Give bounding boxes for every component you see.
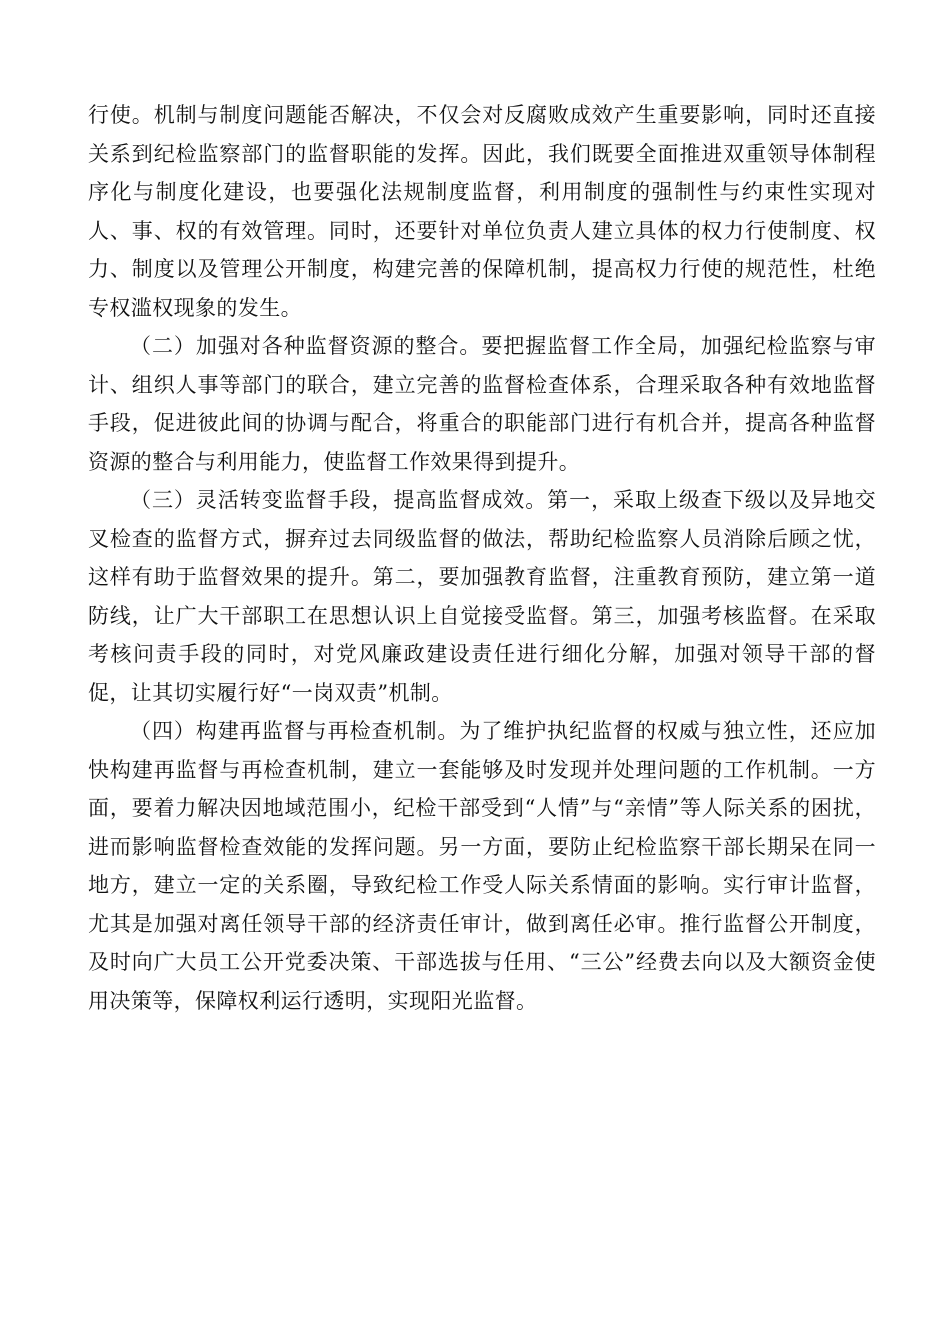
paragraph-section-4: （四）构建再监督与再检查机制。为了维护执纪监督的权威与独立性，还应加快构建再监督与再检查机制，建立一套能够及时发现并处理问题的工作机制。一方面，要着力解决因地域范围小，纪检干部受到“人情”与“亲情”等人际关系的困扰，进而影响监督检查效能的发挥问题。另一方面，要防止纪检监察干部长期呆在同一地方，建立一定的关系圈，导致纪检工作受人际关系情面的影响。实行审计监督，尤其是加强对离任领导干部的经济责任审计，做到离任必审。推行监督公开制度，及时向广大员工公开党委决策、干部选拔与任用、“三公”经费去向以及大额资金使用决策等，保障权利运行透明，实现阳光监督。 [88,719,876,1013]
paragraph-section-2: （二）加强对各种监督资源的整合。要把握监督工作全局，加强纪检监察与审计、组织人事等部门的联合，建立完善的监督检查体系，合理采取各种有效地监督手段，促进彼此间的协调与配合，将重合的职能部门进行有机合并，提高各种监督资源的整合与利用能力，使监督工作效果得到提升。 [88,334,876,474]
paragraph-continuation: 行使。机制与制度问题能否解决，不仅会对反腐败成效产生重要影响，同时还直接关系到纪检监察部门的监督职能的发挥。因此，我们既要全面推进双重领导体制程序化与制度化建设，也要强化法规制度监督，利用制度的强制性与约束性实现对人、事、权的有效管理。同时，还要针对单位负责人建立具体的权力行使制度、权力、制度以及管理公开制度，构建完善的保障机制，提高权力行使的规范性，杜绝专权滥权现象的发生。 [88,103,876,320]
paragraph-section-3: （三）灵活转变监督手段，提高监督成效。第一，采取上级查下级以及异地交叉检查的监督方式，摒弃过去同级监督的做法，帮助纪检监察人员消除后顾之忧，这样有助于监督效果的提升。第二，要加强教育监督，注重教育预防，建立第一道防线，让广大干部职工在思想认识上自觉接受监督。第三，加强考核监督。在采取考核问责手段的同时，对党风廉政建设责任进行细化分解，加强对领导干部的督促，让其切实履行好“一岗双责”机制。 [88,488,876,705]
document-body [88,96,876,1020]
